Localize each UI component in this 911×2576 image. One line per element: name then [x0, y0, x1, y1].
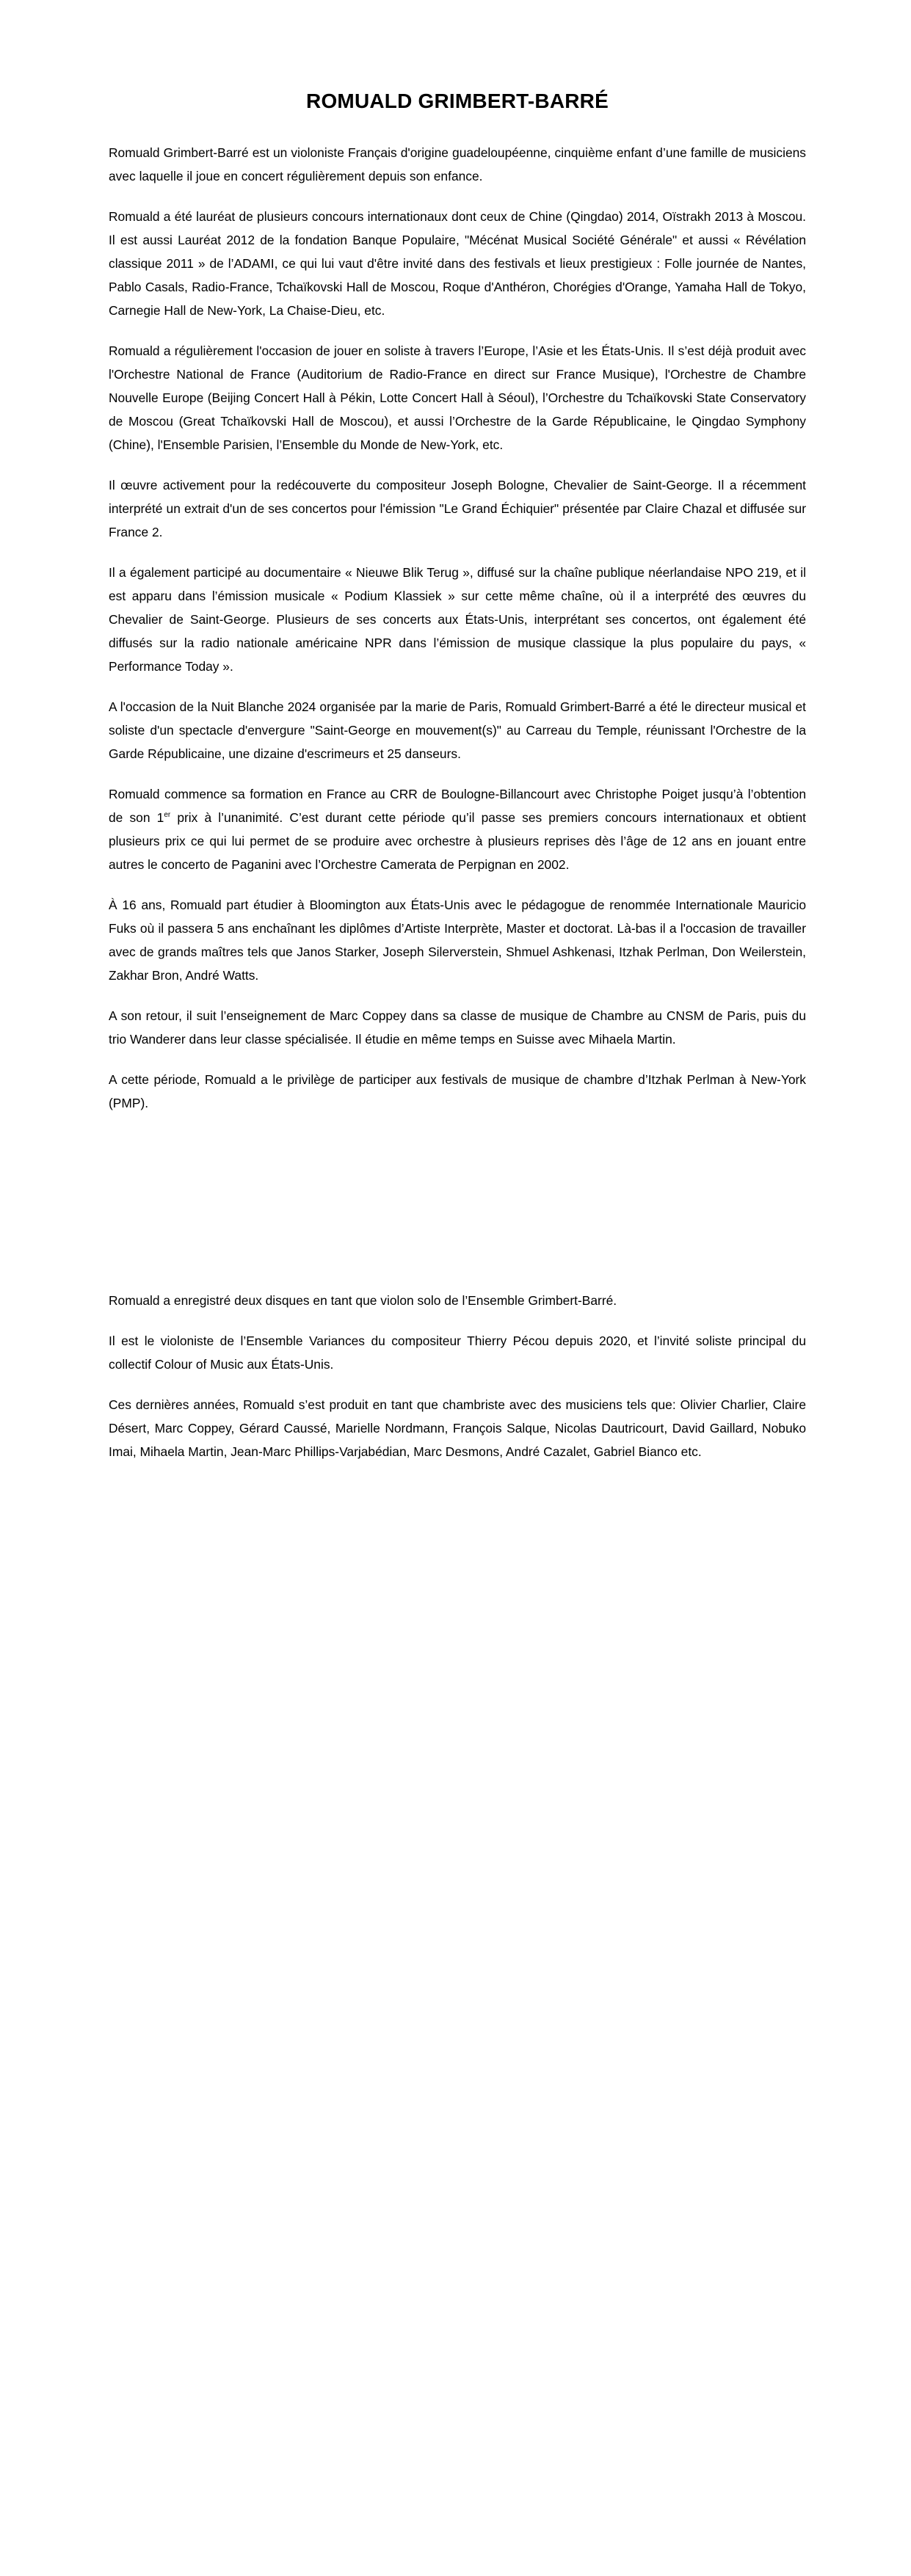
- biography-document: [109, 87, 806, 1480]
- paragraph-awards: Romuald a été lauréat de plusieurs concours internationaux dont ceux de Chine (Qingdao) 2014, Oïstrakh 2013 à Moscou. Il est aussi Lauréat 2012 de la fondation Banque Populaire, "Mécénat Musical Société Générale" et aussi « Révélation classique 2011 » de l’ADAMI, ce qui lui vaut d'être invité dans des festivals et lieux prestigieux : Folle journée de Nantes, Pablo Casals, Radio-France, Tchaïkovski Hall de Moscou, Roque d'Anthéron, Chorégies d'Orange, Yamaha Hall de Tokyo, Carnegie Hall de New-York, La Chaise-Dieu, etc.: [109, 209, 806, 318]
- paragraph-intro: Romuald Grimbert-Barré est un violoniste Français d'origine guadeloupéenne, cinquième enfant d’une famille de musiciens avec laquelle il joue en concert régulièrement depuis son enfance.: [109, 145, 806, 183]
- paragraph-documentary: Il a également participé au documentaire « Nieuwe Blik Terug », diffusé sur la chaîne publique néerlandaise NPO 219, et il est apparu dans l’émission musicale « Podium Klassiek » sur cette même chaîne, où il a interprété des œuvres du Chevalier de Saint-George. Plusieurs de ses concerts aux États-Unis, interprétant ses concertos, ont également été diffusés sur la radio nationale américaine NPR dans l’émission de musique classique la plus populaire du pays, « Performance Today ».: [109, 565, 806, 674]
- paragraph-soloist: Romuald a régulièrement l'occasion de jouer en soliste à travers l’Europe, l’Asie et les États-Unis. Il s’est déjà produit avec l'Orchestre National de France (Auditorium de Radio-France en direct sur France Musique), l'Orchestre de Chambre Nouvelle Europe (Beijing Concert Hall à Pékin, Lotte Concert Hall à Séoul), l’Orchestre du Tchaïkovski State Conservatory de Moscou (Great Tchaïkovski Hall de Moscou), et aussi l’Orchestre de la Garde Républicaine, le Qingdao Symphony (Chine), l'Ensemble Parisien, l’Ensemble du Monde de New-York, etc.: [109, 343, 806, 452]
- formation-text-before: Romuald commence sa formation en France au CRR de Boulogne-Billancourt avec Christophe Poiget jusqu’à l’obtention de son 1: [109, 787, 806, 825]
- formation-superscript: er: [164, 811, 171, 820]
- paragraph-formation: [109, 782, 806, 876]
- paragraph-recordings: Romuald a enregistré deux disques en tant que violon solo de l’Ensemble Grimbert-Barré.: [109, 1293, 617, 1308]
- paragraph-saint-george: Il œuvre activement pour la redécouverte du compositeur Joseph Bologne, Chevalier de Saint-George. Il a récemment interprété un extrait d'un de ses concertos pour l'émission "Le Grand Échiquier" présentée par Claire Chazal et diffusée sur France 2.: [109, 478, 806, 539]
- paragraph-nuit-blanche: A l'occasion de la Nuit Blanche 2024 organisée par la marie de Paris, Romuald Grimbert-Barré a été le directeur musical et soliste d'un spectacle d'envergure "Saint-George en mouvement(s)" au Carreau du Temple, réunissant l'Orchestre de la Garde Républicaine, une dizaine d'escrimeurs et 25 danseurs.: [109, 699, 806, 761]
- paragraph-chamber-music: Ces dernières années, Romuald s’est produit en tant que chambriste avec des musiciens tels que: Olivier Charlier, Claire Désert, Marc Coppey, Gérard Caussé, Marielle Nordmann, François Salque, Nicolas Dautricourt, David Gaillard, Nobuko Imai, Mihaela Martin, Jean-Marc Phillips-Varjabédian, Marc Desmons, André Cazalet, Gabriel Bianco etc.: [109, 1397, 806, 1459]
- blank-space: [109, 1132, 806, 1289]
- paragraph-pmp: A cette période, Romuald a le privilège de participer aux festivals de musique de chambre d’Itzhak Perlman à New-York (PMP).: [109, 1072, 806, 1110]
- page-title: ROMUALD GRIMBERT-BARRÉ: [306, 90, 609, 112]
- paragraph-cnsm: A son retour, il suit l’enseignement de Marc Coppey dans sa classe de musique de Chambre au CNSM de Paris, puis du trio Wanderer dans leur classe spécialisée. Il étudie en même temps en Suisse avec Mihaela Martin.: [109, 1008, 806, 1047]
- paragraph-variances: Il est le violoniste de l’Ensemble Variances du compositeur Thierry Pécou depuis 2020, et l’invité soliste principal du collectif Colour of Music aux États-Unis.: [109, 1334, 806, 1372]
- formation-text-after: prix à l’unanimité. C’est durant cette période qu’il passe ses premiers concours internationaux et obtient plusieurs prix ce qui lui permet de se produire avec orchestre à plusieurs reprises dès l’âge de 12 ans en jouant entre autres le concerto de Paganini avec l’Orchestre Camerata de Perpignan en 2002.: [109, 810, 806, 872]
- paragraph-bloomington: À 16 ans, Romuald part étudier à Bloomington aux États-Unis avec le pédagogue de renommée Internationale Mauricio Fuks où il passera 5 ans enchaînant les diplômes d’Artiste Interprète, Master et doctorat. Là-bas il a l'occasion de travailler avec de grands maîtres tels que Janos Starker, Joseph Silerverstein, Shmuel Ashkenasi, Itzhak Perlman, Don Weilerstein, Zakhar Bron, André Watts.: [109, 898, 806, 983]
